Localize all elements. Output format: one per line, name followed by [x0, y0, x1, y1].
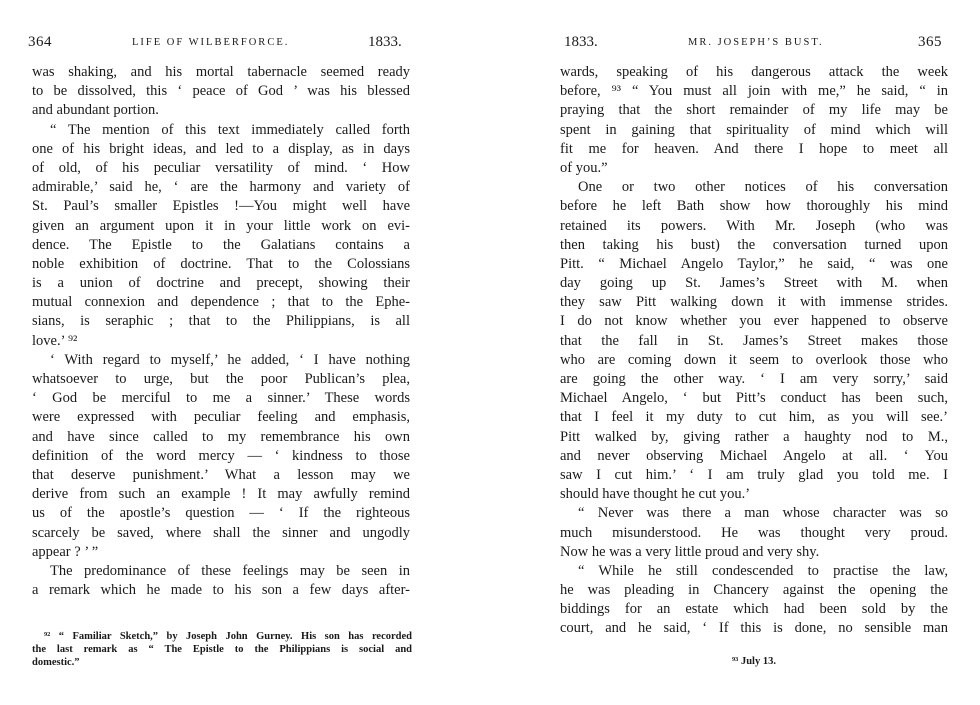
- text-line: to be dissolved, this ‘ peace of God ’ was his blessed: [32, 83, 410, 100]
- text-line: derive from such an example ! It may awfully remind: [32, 486, 410, 503]
- text-line: saw I cut him.’ ‘ I am truly glad you told me. I: [560, 466, 948, 483]
- text-line: Pitt walked by, giving rather a haughty nod to M.,: [560, 428, 948, 445]
- text-line: was shaking, and his mortal tabernacle seemed ready: [32, 64, 410, 80]
- right-header-year: 1833.: [564, 34, 598, 50]
- text-line: of you.”: [560, 159, 608, 176]
- text-line: praying that the short remainder of my life may be: [560, 102, 948, 119]
- text-line: Michael Angelo, ‘ but Pitt’s conduct has been such,: [560, 390, 948, 407]
- text-line: definition of the word mercy — ‘ kindness to those: [32, 447, 410, 464]
- text-line: us of the apostle’s question — ‘ If the righteous: [32, 505, 410, 522]
- text-line: scarcely be saved, where shall the sinner and ungodly: [32, 524, 410, 541]
- text-line: ‘ With regard to myself,’ he added, ‘ I have nothing: [50, 351, 410, 368]
- text-line: “ While he still condescended to practise the law,: [578, 562, 948, 579]
- text-line: should have thought he cut you.’: [560, 486, 751, 503]
- text-line: The predominance of these feelings may be seen in: [50, 562, 410, 579]
- footnote-line: ⁹³ July 13.: [732, 656, 776, 667]
- text-line: whatsoever to urge, but the poor Publican’s plea,: [32, 371, 410, 387]
- text-line: that deserve punishment.’ What a lesson may we: [32, 466, 410, 483]
- text-line: that the fall in St. James’s Street makes those: [560, 332, 948, 349]
- right-page-header: [558, 34, 950, 54]
- right-running-head: MR. JOSEPH’S BUST.: [688, 37, 824, 48]
- text-line: mutual connexion and dependence ; that to the Ephe-: [32, 294, 410, 311]
- text-line: before, ⁹³ “ You must all join with me,” he said, “ in: [560, 83, 948, 100]
- text-line: were expressed with peculiar feeling and emphasis,: [32, 409, 410, 426]
- footnote-line: domestic.”: [32, 657, 80, 668]
- text-line: given an argument upon it in your little work on evi-: [32, 217, 410, 234]
- text-line: are going the other way. ‘ I am very sorry,’ said: [560, 371, 948, 387]
- text-line: court, and he said, ‘ If this is done, no sensible man: [560, 620, 948, 637]
- text-line: I do not know whether you ever happened to observe: [560, 313, 948, 330]
- footnote-line: the last remark as “ The Epistle to the Philippians is social and: [32, 644, 412, 655]
- text-line: they saw Pitt walking down it with immense strides.: [560, 294, 948, 311]
- left-running-head: LIFE OF WILBERFORCE.: [132, 37, 290, 48]
- text-line: one of his bright ideas, and led to a display, as in days: [32, 140, 410, 157]
- text-line: love.’ ⁹²: [32, 332, 78, 349]
- text-line: Pitt. “ Michael Angelo Taylor,” he said, “ was one: [560, 255, 948, 272]
- text-line: and never observing Michael Angelo at all. ‘ You: [560, 447, 948, 464]
- text-line: and abundant portion.: [32, 102, 159, 119]
- text-line: retained its powers. With Mr. Joseph (who was: [560, 217, 948, 234]
- text-line: a remark which he made to his son a few days after-: [32, 582, 410, 599]
- text-line: admirable,’ said he, ‘ are the harmony and variety of: [32, 179, 410, 196]
- text-line: St. Paul’s smaller Epistles !—You might well have: [32, 198, 410, 215]
- text-line: appear ? ’ ”: [32, 543, 99, 560]
- text-line: Now he was a very little proud and very shy.: [560, 543, 820, 560]
- text-line: day going up St. James’s Street with M. when: [560, 275, 948, 292]
- text-line: “ The mention of this text immediately called forth: [50, 121, 410, 138]
- left-page-header: [22, 34, 414, 54]
- left-page-body: [32, 63, 410, 600]
- text-line: ‘ God be merciful to me a sinner.’ These words: [32, 390, 410, 407]
- footnote-line: ⁹² “ Familiar Sketch,” by Joseph John Gurney. His son has recorded: [44, 631, 412, 642]
- text-line: wards, speaking of his dangerous attack the week: [560, 64, 948, 80]
- text-line: who are coming down it seem to overlook those who: [560, 351, 948, 368]
- left-footnotes: [32, 630, 412, 669]
- text-line: biddings for an estate which had been sold by the: [560, 601, 948, 618]
- text-line: then taking his bust) the conversation turned upon: [560, 236, 948, 253]
- right-page-number: 365: [918, 34, 942, 50]
- text-line: dence. The Epistle to the Galatians contains a: [32, 236, 410, 253]
- text-line: before he left Bath show how thoroughly his mind: [560, 198, 948, 215]
- text-line: fit me for heaven. And there I hope to meet all: [560, 140, 948, 157]
- text-line: that I feel it my duty to cut him, as you will see.’: [560, 409, 948, 426]
- text-line: he was pleading in Chancery against the opening the: [560, 582, 948, 599]
- text-line: noble exhibition of doctrine. That to the Colossians: [32, 255, 410, 272]
- text-line: is a union of doctrine and precept, showing their: [32, 275, 410, 292]
- text-line: and have since called to my remembrance his own: [32, 428, 410, 445]
- left-header-year: 1833.: [368, 34, 402, 50]
- left-page-number: 364: [28, 34, 52, 50]
- text-line: sians, is seraphic ; that to the Philippians, is all: [32, 313, 410, 330]
- text-line: One or two other notices of his conversation: [578, 179, 948, 196]
- right-footnotes: [558, 655, 950, 668]
- text-line: of old, of his peculiar versatility of mind. ‘ How: [32, 159, 410, 176]
- right-page-body: [560, 63, 948, 639]
- text-line: “ Never was there a man whose character was so: [578, 505, 948, 522]
- text-line: much misunderstood. He was thought very proud.: [560, 524, 948, 541]
- text-line: spent in gaining that spirituality of mind which will: [560, 121, 948, 138]
